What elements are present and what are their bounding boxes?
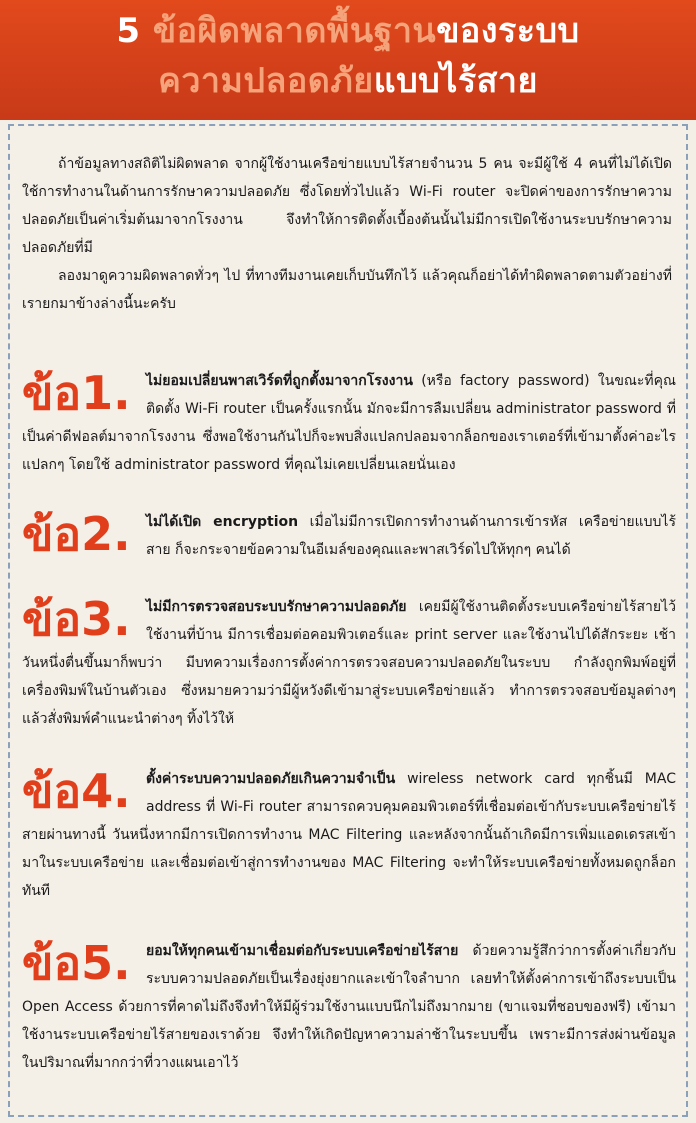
- title-line-1: [0, 6, 696, 56]
- mistake-item-1: [22, 367, 676, 479]
- title-number: 5: [116, 11, 153, 51]
- item-number: ข้อ1.: [22, 366, 131, 420]
- intro-paragraph-2: ลองมาดูความผิดพลาดทั่วๆ ไป ที่ทางทีมงานเคยเก็บบันทึกไว้ แล้วคุณก็อย่าได้ทำผิดพลาดตามตัวอย่างที่เรายกมาข้างล่างนี้นะครับ: [22, 268, 672, 312]
- intro-section: [22, 150, 672, 318]
- item-description: (หรือ factory password) ในขณะที่คุณติดตั้ง Wi-Fi router เป็นครั้งแรกนั้น มักจะมีการลืมเปลี่ยน administrator password ที่เป็นค่าดีฟอลต์มาจากโรงงาน ซึ่งพอใช้งานกันไปก็จะพบสิ่งแปลกปลอมจากล็อกของเราเตอร์ที่เข้ามาตั้งค่าอะไรแปลกๆ โดยใช้ administrator password ที่คุณไม่เคยเปลี่ยนเลยนั่นเอง: [22, 373, 676, 473]
- title-highlight-2: ความปลอดภัย: [158, 61, 374, 101]
- title-text-2: แบบไร้สาย: [373, 61, 538, 101]
- item-description: ด้วยความรู้สึกว่าการตั้งค่าเกี่ยวกับระบบความปลอดภัยเป็นเรื่องยุ่งยากและเข้าใจลำบาก เลยทำให้ตั้งค่าการเข้าถึงระบบเป็น Open Access ด้วยการที่คาดไม่ถึงจึงทำให้มีผู้ร่วมใช้งานแบบนึกไม่ถึงมากมาย (ขาแจมที่ชอบของฟรี) เข้ามาใช้งานระบบเครือข่ายไร้สายของเราด้วย จึงทำให้เกิดปัญหาความล่าช้าในระบบขึ้น เพราะมีการส่งผ่านข้อมูลในปริมาณที่มากกว่าที่วางแผนเอาไว้: [22, 943, 676, 1071]
- item-description: เมื่อไม่มีการเปิดการทำงานด้านการเข้ารหัส เครือข่ายแบบไร้สาย ก็จะกระจายข้อความในอีเมล์ของคุณและพาสเวิร์ดไปให้ทุกๆ คนได้: [146, 514, 676, 558]
- item-description: เคยมีผู้ใช้งานติดตั้งระบบเครือข่ายไร้สายไว้ใช้งานที่บ้าน มีการเชื่อมต่อคอมพิวเตอร์และ print server และใช้งานไปได้สักระยะ เช้าวันหนึ่งตื่นขึ้นมาก็พบว่า มีบทความเรื่องการตั้งค่าการตรวจสอบความปลอดภัยในระบบ กำลังถูกพิมพ์อยู่ที่เครื่องพิมพ์ในบ้านตัวเอง ซึ่งหมายความว่ามีผู้หวังดีเข้ามาสู่ระบบเครือข่ายแล้ว ทำการตรวจสอบข้อมูลต่างๆ แล้วสั่งพิมพ์คำแนะนำต่างๆ ทิ้งไว้ให้: [22, 599, 676, 727]
- title-banner: [0, 0, 696, 120]
- mistake-item-3: [22, 593, 676, 733]
- item-heading: ไม่มีการตรวจสอบระบบรักษาความปลอดภัย: [146, 599, 407, 615]
- title-highlight-1: ข้อผิดพลาดพื้นฐาน: [152, 11, 437, 51]
- item-number: ข้อ4.: [22, 764, 131, 818]
- item-description: wireless network card ทุกชิ้นมี MAC address ที่ Wi-Fi router สามารถควบคุมคอมพิวเตอร์ที่เชื่อมต่อเข้ากับระบบเครือข่ายไร้สายผ่านทางนี้ วันหนึ่งหากมีการเปิดการทำงาน MAC Filtering และหลังจากนั้นถ้าเกิดมีการเพิ่มแอดเดรสเข้ามาในระบบเครือข่าย และเชื่อมต่อเข้าสู่การทำงานของ MAC Filtering จะทำให้ระบบเครือข่ายทั้งหมดถูกล็อกทันที: [22, 771, 676, 899]
- title-text-1: ของระบบ: [436, 11, 580, 51]
- item-heading: ไม่ได้เปิด encryption: [146, 514, 299, 530]
- title-line-2: [0, 56, 696, 106]
- item-number: ข้อ3.: [22, 592, 131, 646]
- item-heading: ยอมให้ทุกคนเข้ามาเชื่อมต่อกับระบบเครือข่ายไร้สาย: [146, 943, 459, 959]
- mistake-item-2: [22, 508, 676, 564]
- item-heading: ตั้งค่าระบบความปลอดภัยเกินความจำเป็น: [146, 771, 396, 787]
- item-heading: ไม่ยอมเปลี่ยนพาสเวิร์ดที่ถูกตั้งมาจากโรงงาน: [146, 373, 413, 389]
- item-number: ข้อ5.: [22, 936, 131, 990]
- item-number: ข้อ2.: [22, 507, 131, 561]
- intro-paragraph-1: ถ้าข้อมูลทางสถิติไม่ผิดพลาด จากผู้ใช้งานเครือข่ายแบบไร้สายจำนวน 5 คน จะมีผู้ใช้ 4 คนที่ไม่ได้เปิดใช้การทำงานในด้านการรักษาความปลอดภัย ซึ่งโดยทั่วไปแล้ว Wi-Fi router จะปิดค่าของการรักษาความปลอดภัยเป็นค่าเริ่มต้นมาจากโรงงาน จึงทำให้การติดตั้งเบื้องต้นนั้นไม่มีการเปิดใช้งานระบบรักษาความปลอดภัยที่มี: [22, 156, 672, 256]
- mistake-item-4: [22, 765, 676, 905]
- mistake-item-5: [22, 937, 676, 1077]
